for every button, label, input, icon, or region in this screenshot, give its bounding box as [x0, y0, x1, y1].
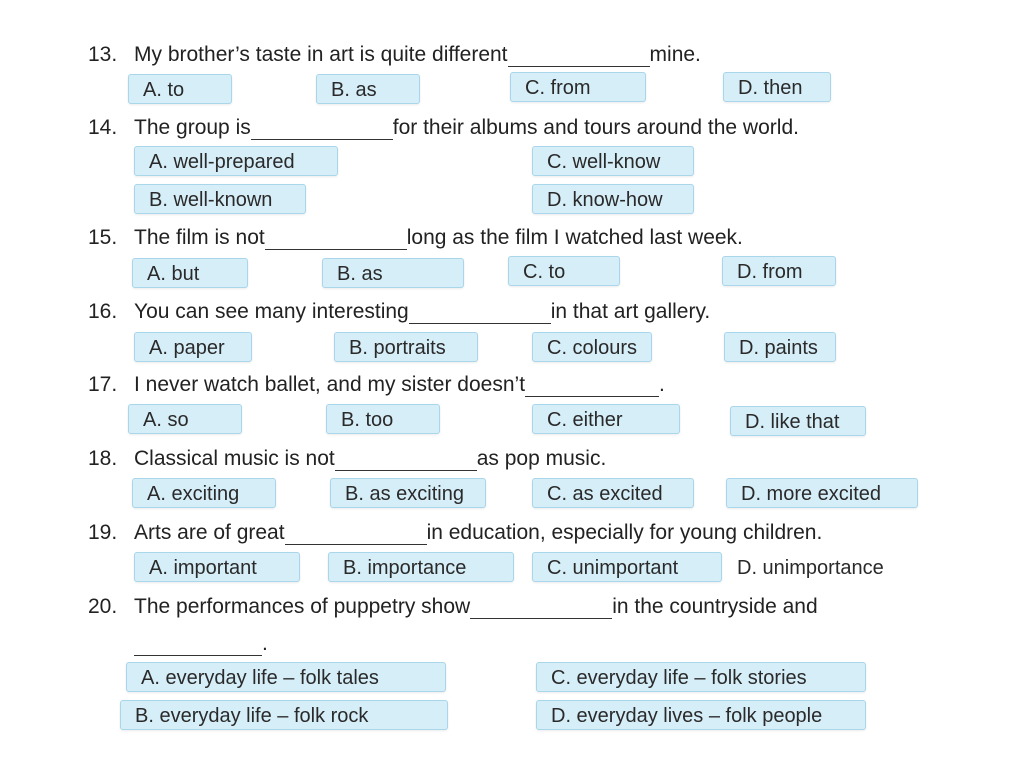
option-14-a[interactable]: A. well-prepared	[134, 146, 338, 176]
option-13-a[interactable]: A. to	[128, 74, 232, 104]
option-19-a[interactable]: A. important	[134, 552, 300, 582]
answer-blank[interactable]	[409, 303, 551, 324]
answer-blank[interactable]	[285, 524, 427, 545]
question-text-before: Arts are of great	[134, 521, 285, 544]
option-15-b[interactable]: B. as	[322, 258, 464, 288]
question-number: 17.	[88, 373, 118, 396]
question-text-before: The group is	[134, 116, 251, 139]
option-20-d[interactable]: D. everyday lives – folk people	[536, 700, 866, 730]
option-16-a[interactable]: A. paper	[134, 332, 252, 362]
question-text-after: in education, especially for young children.	[426, 521, 823, 544]
option-17-d[interactable]: D. like that	[730, 406, 866, 436]
option-17-c[interactable]: C. either	[532, 404, 680, 434]
question-text-after: in the countryside and	[612, 595, 818, 618]
option-20-a[interactable]: A. everyday life – folk tales	[126, 662, 446, 692]
option-13-b[interactable]: B. as	[316, 74, 420, 104]
answer-blank[interactable]	[508, 46, 650, 67]
question-text-after: for their albums and tours around the world.	[392, 116, 799, 139]
option-17-a[interactable]: A. so	[128, 404, 242, 434]
question-number: 16.	[88, 300, 118, 323]
option-17-b[interactable]: B. too	[326, 404, 440, 434]
question-20-second-line	[134, 632, 268, 656]
answer-blank[interactable]	[335, 450, 477, 471]
option-15-c[interactable]: C. to	[508, 256, 620, 286]
question-number: 13.	[88, 43, 118, 66]
option-15-d[interactable]: D. from	[722, 256, 836, 286]
answer-blank[interactable]	[265, 229, 407, 250]
option-18-c[interactable]: C. as excited	[532, 478, 694, 508]
question-text-before: The performances of puppetry show	[134, 595, 471, 618]
question-text-before: I never watch ballet, and my sister doesn’t	[134, 373, 526, 396]
question-text-before: The film is not	[134, 226, 265, 249]
option-19-c[interactable]: C. unimportant	[532, 552, 722, 582]
option-13-d[interactable]: D. then	[723, 72, 831, 102]
option-18-a[interactable]: A. exciting	[132, 478, 276, 508]
option-14-b[interactable]: B. well-known	[134, 184, 306, 214]
option-16-c[interactable]: C. colours	[532, 332, 652, 362]
question-text-after: in that art gallery.	[550, 300, 711, 323]
question-number: 14.	[88, 116, 118, 139]
option-19-d[interactable]: D. unimportance	[737, 557, 884, 579]
question-text-before: Classical music is not	[134, 447, 335, 470]
option-14-d[interactable]: D. know-how	[532, 184, 694, 214]
option-13-c[interactable]: C. from	[510, 72, 646, 102]
question-text-after: .	[659, 373, 665, 396]
option-20-c[interactable]: C. everyday life – folk stories	[536, 662, 866, 692]
question-text-after: long as the film I watched last week.	[406, 226, 743, 249]
answer-blank[interactable]	[470, 598, 612, 619]
question-text-after: as pop music.	[476, 447, 607, 470]
question-text-end: .	[262, 632, 268, 655]
answer-blank[interactable]	[251, 119, 393, 140]
answer-blank[interactable]	[525, 376, 659, 397]
question-text-before: You can see many interesting	[134, 300, 409, 323]
question-number: 15.	[88, 226, 118, 249]
question-number: 18.	[88, 447, 118, 470]
option-18-d[interactable]: D. more excited	[726, 478, 918, 508]
question-text-after: mine.	[649, 43, 701, 66]
option-16-d[interactable]: D. paints	[724, 332, 836, 362]
question-number: 20.	[88, 595, 118, 618]
option-18-b[interactable]: B. as exciting	[330, 478, 486, 508]
option-15-a[interactable]: A. but	[132, 258, 248, 288]
option-19-b[interactable]: B. importance	[328, 552, 514, 582]
question-text-before: My brother’s taste in art is quite different	[134, 43, 508, 66]
question-number: 19.	[88, 521, 118, 544]
option-14-c[interactable]: C. well-know	[532, 146, 694, 176]
option-16-b[interactable]: B. portraits	[334, 332, 478, 362]
option-20-b[interactable]: B. everyday life – folk rock	[120, 700, 448, 730]
answer-blank-2[interactable]	[134, 635, 262, 656]
